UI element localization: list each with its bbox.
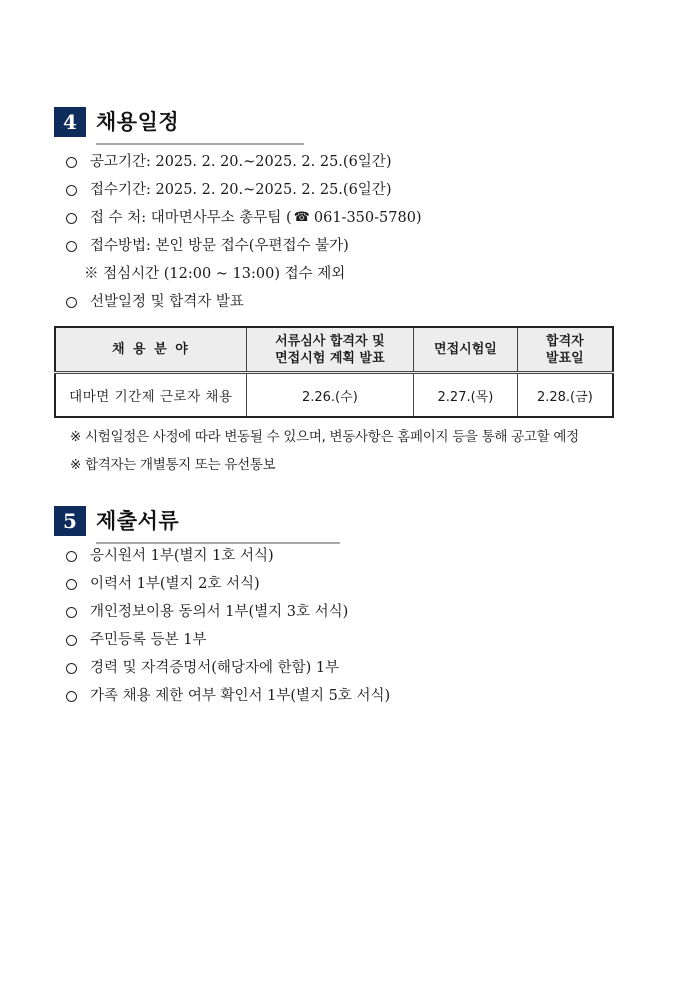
list-item-application-period	[66, 180, 391, 200]
header-final-announcement-date: 합격자 발표일	[517, 327, 613, 373]
list-item-label: 경력 및 자격증명서(해당자에 한함) 1부	[90, 660, 340, 676]
table-row	[55, 373, 613, 418]
circle-bullet-icon	[66, 607, 77, 618]
circle-bullet-icon	[66, 635, 77, 646]
circle-bullet-icon	[66, 691, 77, 702]
list-item-resident-registration	[66, 630, 207, 650]
list-item-label: 주민등록 등본 1부	[90, 632, 207, 648]
section-5-title: 제출서류	[96, 509, 180, 533]
list-item-label-prefix: 접 수 처: 대마면사무소 총무팀 (	[90, 210, 292, 226]
cell-final-announcement-date: 2.28.(금)	[517, 373, 613, 418]
list-item-label: 공고기간: 2025. 2. 20.~2025. 2. 25.(6일간)	[90, 154, 392, 170]
circle-bullet-icon	[66, 157, 77, 168]
list-item-label: 가족 채용 제한 여부 확인서 1부(별지 5호 서식)	[90, 688, 391, 704]
list-item-privacy-consent	[66, 602, 348, 622]
header-interview-date: 면접시험일	[414, 327, 518, 373]
section-5-header	[54, 506, 179, 536]
circle-bullet-icon	[66, 185, 77, 196]
section-5-underline	[96, 542, 340, 544]
cell-document-result-date: 2.26.(수)	[246, 373, 413, 418]
list-item-label: 접수방법: 본인 방문 접수(우편접수 불가)	[90, 238, 349, 254]
list-item-label: 선발일정 및 합격자 발표	[90, 294, 244, 310]
list-item-label: 접수기간: 2025. 2. 20.~2025. 2. 25.(6일간)	[90, 182, 392, 198]
section-5-number-badge: 5	[54, 506, 86, 536]
list-item-label: 개인정보이용 동의서 1부(별지 3호 서식)	[90, 604, 349, 620]
list-item-announcement-period	[66, 152, 391, 172]
telephone-icon: ☎	[293, 210, 310, 225]
circle-bullet-icon	[66, 579, 77, 590]
circle-bullet-icon	[66, 551, 77, 562]
lunch-time-note: ※ 점심시간 (12:00 ~ 13:00) 접수 제외	[84, 266, 346, 282]
list-item-label: 이력서 1부(별지 2호 서식)	[90, 576, 260, 592]
schedule-change-note: ※ 시험일정은 사정에 따라 변동될 수 있으며, 변동사항은 홈페이지 등을 통해 공고할 예정	[70, 429, 579, 445]
list-item-career-certificate	[66, 658, 339, 678]
list-item-resume	[66, 574, 260, 594]
list-item-family-restriction-confirmation	[66, 686, 390, 706]
circle-bullet-icon	[66, 213, 77, 224]
schedule-table	[54, 326, 614, 418]
phone-number: 061-350-5780)	[313, 210, 422, 226]
section-4-title: 채용일정	[96, 110, 180, 134]
notification-note: ※ 합격자는 개별통지 또는 유선통보	[70, 457, 276, 473]
list-item-label: 응시원서 1부(별지 1호 서식)	[90, 548, 274, 564]
header-document-result-announcement: 서류심사 합격자 및 면접시험 계획 발표	[246, 327, 413, 373]
cell-interview-date: 2.27.(목)	[414, 373, 518, 418]
circle-bullet-icon	[66, 663, 77, 674]
section-4-underline	[96, 143, 304, 145]
table-header-row	[55, 327, 613, 373]
cell-recruitment-field: 대마면 기간제 근로자 채용	[55, 373, 246, 418]
header-recruitment-field: 채 용 분 야	[55, 327, 246, 373]
list-item-application-form	[66, 546, 274, 566]
list-item-selection-schedule	[66, 292, 244, 312]
section-4-number-badge: 4	[54, 107, 86, 137]
circle-bullet-icon	[66, 297, 77, 308]
circle-bullet-icon	[66, 241, 77, 252]
section-4-header	[54, 107, 179, 137]
list-item-application-method	[66, 236, 349, 256]
list-item-application-office	[66, 208, 422, 228]
